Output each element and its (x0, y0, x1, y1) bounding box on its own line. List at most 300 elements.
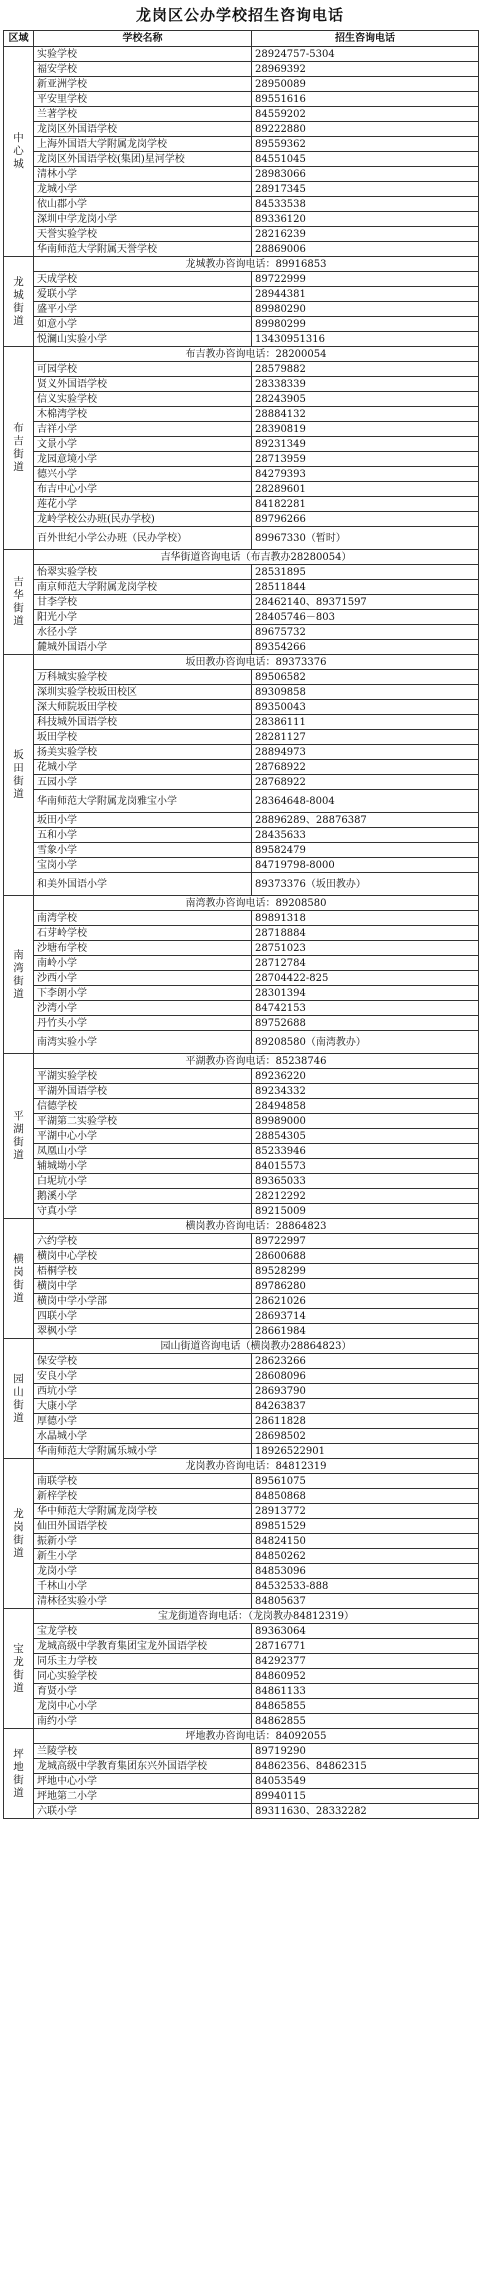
phone-number: 28289601 (252, 482, 479, 497)
table-row (4, 986, 479, 1001)
school-name: 华南师范大学附属龙岗雅宝小学 (34, 790, 252, 813)
table-row (4, 1519, 479, 1534)
school-name: 新梓学校 (34, 1489, 252, 1504)
phone-number: 84053549 (252, 1774, 479, 1789)
table-row (4, 1744, 479, 1759)
phone-number: 28896289、28876387 (252, 813, 479, 828)
district-office-row (4, 1339, 479, 1354)
table-row (4, 700, 479, 715)
school-name: 兰著学校 (34, 107, 252, 122)
school-name: 龙岭学校公办班(民办学校) (34, 512, 252, 527)
table-row (4, 1504, 479, 1519)
phone-number: 89350043 (252, 700, 479, 715)
school-name: 可园学校 (34, 362, 252, 377)
school-name: 五和小学 (34, 828, 252, 843)
school-name: 翠枫小学 (34, 1324, 252, 1339)
table-row (4, 1324, 479, 1339)
table-row (4, 1309, 479, 1324)
phone-number: 28608096 (252, 1369, 479, 1384)
table-row (4, 497, 479, 512)
phone-number: 28661984 (252, 1324, 479, 1339)
table-row (4, 610, 479, 625)
table-row (4, 926, 479, 941)
district-name: 平湖街道 (4, 1054, 34, 1219)
school-name: 万科城实验学校 (34, 670, 252, 685)
phone-number: 89528299 (252, 1264, 479, 1279)
school-name: 同心实验学校 (34, 1669, 252, 1684)
table-row (4, 956, 479, 971)
table-row (4, 1129, 479, 1144)
header-school: 学校名称 (34, 31, 252, 47)
phone-number: 89796266 (252, 512, 479, 527)
phone-number: 89236220 (252, 1069, 479, 1084)
school-name: 龙岗小学 (34, 1564, 252, 1579)
table-row (4, 287, 479, 302)
table-row (4, 1369, 479, 1384)
phone-number: 28390819 (252, 422, 479, 437)
table-row (4, 670, 479, 685)
district-office-phone: 坪地教办咨询电话：84092055 (34, 1729, 479, 1744)
phone-number: 28716771 (252, 1639, 479, 1654)
district-office-phone: 龙城教办咨询电话：89916853 (34, 257, 479, 272)
phone-number: 89940115 (252, 1789, 479, 1804)
phone-number: 28301394 (252, 986, 479, 1001)
school-name: 清林径实验小学 (34, 1594, 252, 1609)
phone-number: 89208580（南湾教办） (252, 1031, 479, 1054)
district-name: 龙岗街道 (4, 1459, 34, 1609)
school-name: 德兴小学 (34, 467, 252, 482)
table-row (4, 1489, 479, 1504)
phone-number: 28768922 (252, 775, 479, 790)
district-name: 中心城 (4, 47, 34, 257)
school-name: 白坭坑小学 (34, 1174, 252, 1189)
school-name: 南湾实验小学 (34, 1031, 252, 1054)
phone-number: 28611828 (252, 1414, 479, 1429)
table-row (4, 1016, 479, 1031)
table-row (4, 941, 479, 956)
phone-number: 28623266 (252, 1354, 479, 1369)
table-row (4, 1114, 479, 1129)
phone-number: 84862356、84862315 (252, 1759, 479, 1774)
school-name: 同乐主力学校 (34, 1654, 252, 1669)
table-row (4, 580, 479, 595)
school-name: 宝岗小学 (34, 858, 252, 873)
school-name: 悦澜山实验小学 (34, 332, 252, 347)
district-name: 横岗街道 (4, 1219, 34, 1339)
school-name: 坪地第二小学 (34, 1789, 252, 1804)
school-name: 大康小学 (34, 1399, 252, 1414)
phone-number: 89967330（暂时） (252, 527, 479, 550)
table-row (4, 227, 479, 242)
school-name: 振新小学 (34, 1534, 252, 1549)
table-row (4, 122, 479, 137)
school-name: 盛平小学 (34, 302, 252, 317)
table-row (4, 1264, 479, 1279)
school-name: 花城小学 (34, 760, 252, 775)
school-name: 横岗中学小学部 (34, 1294, 252, 1309)
phone-number: 89752688 (252, 1016, 479, 1031)
district-office-row (4, 1729, 479, 1744)
school-name: 凤凰山小学 (34, 1144, 252, 1159)
school-name: 南岭小学 (34, 956, 252, 971)
table-row (4, 452, 479, 467)
phone-number: 84853096 (252, 1564, 479, 1579)
table-row (4, 760, 479, 775)
school-name: 丹竹头小学 (34, 1016, 252, 1031)
table-row (4, 1099, 479, 1114)
table-row (4, 152, 479, 167)
phone-number: 84559202 (252, 107, 479, 122)
table-row (4, 1429, 479, 1444)
phone-number: 89551616 (252, 92, 479, 107)
school-name: 阳光小学 (34, 610, 252, 625)
phone-number: 84279393 (252, 467, 479, 482)
phone-number: 28712784 (252, 956, 479, 971)
phone-number: 28693790 (252, 1384, 479, 1399)
table-row (4, 302, 479, 317)
district-office-phone: 布吉教办咨询电话：28200054 (34, 347, 479, 362)
school-name: 石芽岭学校 (34, 926, 252, 941)
school-name: 平湖中心小学 (34, 1129, 252, 1144)
table-row (4, 1204, 479, 1219)
table-row (4, 47, 479, 62)
phone-number: 89851529 (252, 1519, 479, 1534)
phone-number: 89786280 (252, 1279, 479, 1294)
phone-number: 89980299 (252, 317, 479, 332)
table-row (4, 715, 479, 730)
school-name: 深大师院坂田学校 (34, 700, 252, 715)
phone-number: 28713959 (252, 452, 479, 467)
school-name: 六联小学 (34, 1804, 252, 1819)
school-name: 六约学校 (34, 1234, 252, 1249)
school-name: 仙田外国语学校 (34, 1519, 252, 1534)
school-name: 新生小学 (34, 1549, 252, 1564)
page-title: 龙岗区公办学校招生咨询电话 (135, 6, 344, 24)
table-row (4, 858, 479, 873)
school-name: 如意小学 (34, 317, 252, 332)
table-row (4, 182, 479, 197)
school-name: 南京师范大学附属龙岗学校 (34, 580, 252, 595)
phone-number: 89989000 (252, 1114, 479, 1129)
school-name: 龙城高级中学教育集团宝龙外国语学校 (34, 1639, 252, 1654)
school-name: 龙岗区外国语学校 (34, 122, 252, 137)
phone-number: 28768922 (252, 760, 479, 775)
table-row (4, 317, 479, 332)
phone-number: 89215009 (252, 1204, 479, 1219)
table-row (4, 1654, 479, 1669)
table-row (4, 1084, 479, 1099)
table-row (4, 1684, 479, 1699)
phone-number: 89675732 (252, 625, 479, 640)
school-name: 鹅溪小学 (34, 1189, 252, 1204)
table-row (4, 242, 479, 257)
phone-number: 89311630、28332282 (252, 1804, 479, 1819)
school-name: 厚德小学 (34, 1414, 252, 1429)
school-name: 福安学校 (34, 62, 252, 77)
school-name: 兰陵学校 (34, 1744, 252, 1759)
table-row (4, 685, 479, 700)
table-row (4, 1474, 479, 1489)
phone-number: 84860952 (252, 1669, 479, 1684)
phone-number: 84865855 (252, 1699, 479, 1714)
header-phone: 招生咨询电话 (252, 31, 479, 47)
table-row (4, 1174, 479, 1189)
school-name: 龙岗中心小学 (34, 1699, 252, 1714)
school-name: 辅城坳小学 (34, 1159, 252, 1174)
table-row (4, 1669, 479, 1684)
school-name: 新亚洲学校 (34, 77, 252, 92)
school-name: 天誉实验学校 (34, 227, 252, 242)
district-office-row (4, 347, 479, 362)
phone-number: 84862855 (252, 1714, 479, 1729)
table-row (4, 1639, 479, 1654)
table-row (4, 407, 479, 422)
district-name: 坪地街道 (4, 1729, 34, 1819)
phone-number: 89309858 (252, 685, 479, 700)
district-office-row (4, 655, 479, 670)
phone-number: 89722999 (252, 272, 479, 287)
school-name: 龙园意境小学 (34, 452, 252, 467)
phone-number: 28944381 (252, 287, 479, 302)
phone-number: 28718884 (252, 926, 479, 941)
phone-number: 84719798-8000 (252, 858, 479, 873)
phone-number: 85233946 (252, 1144, 479, 1159)
school-name: 坂田学校 (34, 730, 252, 745)
phone-number: 89722997 (252, 1234, 479, 1249)
phone-number: 89336120 (252, 212, 479, 227)
table-row (4, 843, 479, 858)
table-row (4, 828, 479, 843)
phone-number: 89222880 (252, 122, 479, 137)
school-name: 南约小学 (34, 1714, 252, 1729)
district-office-row (4, 1609, 479, 1624)
district-name: 布吉街道 (4, 347, 34, 550)
phone-number: 84532533-888 (252, 1579, 479, 1594)
table-row (4, 377, 479, 392)
phone-number: 89506582 (252, 670, 479, 685)
table-row (4, 873, 479, 896)
school-name: 横岗中学 (34, 1279, 252, 1294)
school-name: 雪象小学 (34, 843, 252, 858)
school-name: 南联学校 (34, 1474, 252, 1489)
table-row (4, 1549, 479, 1564)
phone-number: 28969392 (252, 62, 479, 77)
table-row (4, 1759, 479, 1774)
school-name: 安良小学 (34, 1369, 252, 1384)
phone-number: 89561075 (252, 1474, 479, 1489)
district-office-row (4, 1219, 479, 1234)
school-name: 吉祥小学 (34, 422, 252, 437)
school-name: 育贤小学 (34, 1684, 252, 1699)
district-office-phone: 南湾教办咨询电话：89208580 (34, 896, 479, 911)
phone-number: 89373376（坂田教办） (252, 873, 479, 896)
phone-number: 28600688 (252, 1249, 479, 1264)
district-name: 南湾街道 (4, 896, 34, 1054)
school-name: 爱联小学 (34, 287, 252, 302)
school-name: 扬美实验学校 (34, 745, 252, 760)
school-name: 莲花小学 (34, 497, 252, 512)
table-row (4, 1399, 479, 1414)
phone-number: 28462140、89371597 (252, 595, 479, 610)
header-region: 区域 (4, 31, 34, 47)
table-row (4, 1189, 479, 1204)
table-row (4, 790, 479, 813)
phone-number: 28698502 (252, 1429, 479, 1444)
phone-number: 84533538 (252, 197, 479, 212)
phone-number: 13430951316 (252, 332, 479, 347)
phone-number: 89354266 (252, 640, 479, 655)
phone-number: 28751023 (252, 941, 479, 956)
table-row (4, 1444, 479, 1459)
table-row (4, 1031, 479, 1054)
school-name: 平安里学校 (34, 92, 252, 107)
district-name: 坂田街道 (4, 655, 34, 896)
phone-number: 89234332 (252, 1084, 479, 1099)
table-row (4, 1069, 479, 1084)
phone-number: 28924757-5304 (252, 47, 479, 62)
table-row (4, 272, 479, 287)
table-row (4, 1624, 479, 1639)
school-name: 宝龙学校 (34, 1624, 252, 1639)
table-row (4, 1249, 479, 1264)
school-name: 和美外国语小学 (34, 873, 252, 896)
table-row (4, 1384, 479, 1399)
school-name: 深圳中学龙岗小学 (34, 212, 252, 227)
table-row (4, 437, 479, 452)
phone-number: 28869006 (252, 242, 479, 257)
district-office-row (4, 550, 479, 565)
school-name: 南湾学校 (34, 911, 252, 926)
phone-number: 28884132 (252, 407, 479, 422)
school-name: 梧桐学校 (34, 1264, 252, 1279)
table-row (4, 565, 479, 580)
table-row (4, 167, 479, 182)
phone-number: 28894973 (252, 745, 479, 760)
school-name: 麓城外国语小学 (34, 640, 252, 655)
school-name: 实验学校 (34, 47, 252, 62)
phone-number: 28917345 (252, 182, 479, 197)
table-row (4, 77, 479, 92)
phone-number: 84850868 (252, 1489, 479, 1504)
phone-number: 89719290 (252, 1744, 479, 1759)
school-name: 五园小学 (34, 775, 252, 790)
table-row (4, 1294, 479, 1309)
phone-number: 28405746－803 (252, 610, 479, 625)
school-name: 平湖第二实验学校 (34, 1114, 252, 1129)
phone-number: 28364648-8004 (252, 790, 479, 813)
school-name: 木棉湾学校 (34, 407, 252, 422)
district-office-row (4, 1054, 479, 1069)
school-name: 华南师范大学附属乐城小学 (34, 1444, 252, 1459)
school-name: 坂田小学 (34, 813, 252, 828)
phone-number: 89363064 (252, 1624, 479, 1639)
table-row (4, 107, 479, 122)
table-row (4, 1234, 479, 1249)
table-row (4, 1804, 479, 1819)
table-row (4, 1789, 479, 1804)
school-name: 华南师范大学附属天誉学校 (34, 242, 252, 257)
table-row (4, 1714, 479, 1729)
phone-number: 28386111 (252, 715, 479, 730)
phone-number: 84805637 (252, 1594, 479, 1609)
district-name: 龙城街道 (4, 257, 34, 347)
phone-number: 84861133 (252, 1684, 479, 1699)
district-office-phone: 横岗教办咨询电话：28864823 (34, 1219, 479, 1234)
phone-number: 84182281 (252, 497, 479, 512)
table-row (4, 62, 479, 77)
school-name: 保安学校 (34, 1354, 252, 1369)
district-office-row (4, 896, 479, 911)
phone-number: 84263837 (252, 1399, 479, 1414)
school-name: 信义实验学校 (34, 392, 252, 407)
school-name: 清林小学 (34, 167, 252, 182)
table-row (4, 1564, 479, 1579)
phone-number: 28435633 (252, 828, 479, 843)
phone-number: 28983066 (252, 167, 479, 182)
district-name: 园山街道 (4, 1339, 34, 1459)
phone-number: 28913772 (252, 1504, 479, 1519)
school-name: 百外世纪小学公办班（民办学校） (34, 527, 252, 550)
school-name: 守真小学 (34, 1204, 252, 1219)
table-row (4, 1774, 479, 1789)
table-row (4, 640, 479, 655)
school-name: 天成学校 (34, 272, 252, 287)
school-name: 龙城小学 (34, 182, 252, 197)
district-office-phone: 宝龙街道咨询电话：（龙岗教办84812319） (34, 1609, 479, 1624)
district-office-phone: 吉华街道咨询电话（布吉教办28280054） (34, 550, 479, 565)
contact-table (3, 30, 479, 1819)
school-name: 横岗中心学校 (34, 1249, 252, 1264)
table-row (4, 1534, 479, 1549)
phone-number: 89365033 (252, 1174, 479, 1189)
table-row (4, 745, 479, 760)
phone-number: 18926522901 (252, 1444, 479, 1459)
school-name: 科技城外国语学校 (34, 715, 252, 730)
table-row (4, 1144, 479, 1159)
district-office-row (4, 257, 479, 272)
table-row (4, 1354, 479, 1369)
phone-number: 28854305 (252, 1129, 479, 1144)
school-name: 水晶城小学 (34, 1429, 252, 1444)
table-row (4, 512, 479, 527)
table-row (4, 1699, 479, 1714)
phone-number: 28531895 (252, 565, 479, 580)
table-row (4, 197, 479, 212)
school-name: 信德学校 (34, 1099, 252, 1114)
school-name: 西坑小学 (34, 1384, 252, 1399)
school-name: 水径小学 (34, 625, 252, 640)
phone-number: 84850262 (252, 1549, 479, 1564)
table-row (4, 392, 479, 407)
table-row (4, 362, 479, 377)
phone-number: 28338339 (252, 377, 479, 392)
phone-number: 89582479 (252, 843, 479, 858)
phone-number: 84551045 (252, 152, 479, 167)
table-row (4, 1579, 479, 1594)
phone-number: 89559362 (252, 137, 479, 152)
school-name: 龙岗区外国语学校(集团)星河学校 (34, 152, 252, 167)
school-name: 深圳实验学校坂田校区 (34, 685, 252, 700)
table-body (4, 47, 479, 1819)
table-row (4, 482, 479, 497)
table-row (4, 137, 479, 152)
table-row (4, 595, 479, 610)
table-row (4, 527, 479, 550)
school-name: 贤义外国语学校 (34, 377, 252, 392)
table-row (4, 730, 479, 745)
school-name: 沙西小学 (34, 971, 252, 986)
school-name: 华中师范大学附属龙岗学校 (34, 1504, 252, 1519)
